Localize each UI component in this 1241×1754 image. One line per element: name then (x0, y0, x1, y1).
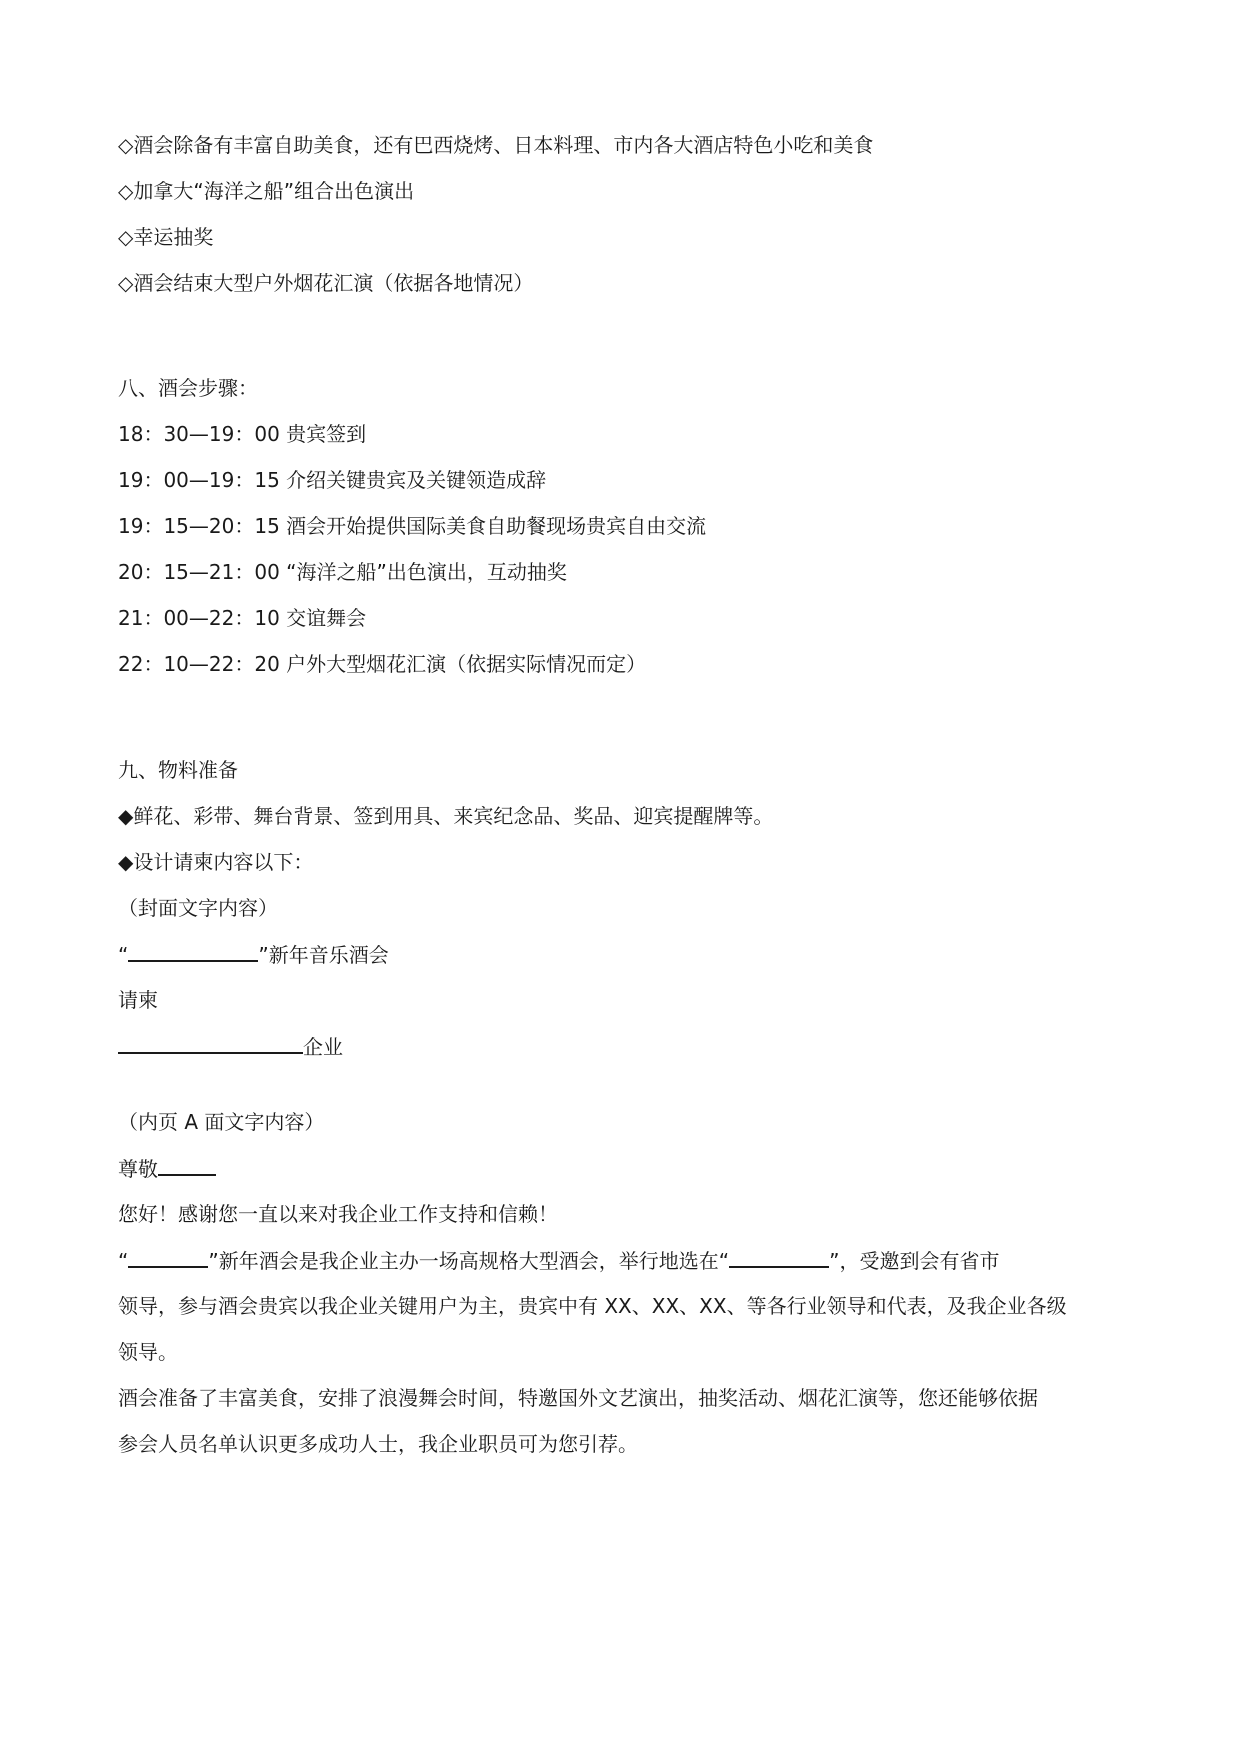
invitation-heading: 请柬 (118, 988, 158, 1012)
guest-name-blank (158, 1154, 216, 1176)
inner-page-label: （内页 A 面文字内容） (118, 1110, 325, 1134)
respect-word: 尊敬 (118, 1157, 158, 1181)
schedule-item: 19：15—20：15 酒会开始提供国际美食自助餐现场贵宾自由交流 (118, 514, 707, 538)
schedule-item: 22：10—22：20 户外大型烟花汇演（依据实际情况而定） (118, 652, 647, 676)
company-line (118, 1032, 343, 1061)
section9-title: 九、物料准备 (118, 758, 238, 782)
company-suffix: 企业 (303, 1035, 343, 1059)
invitation-design-bullet: ◆设计请柬内容以下： (118, 850, 314, 874)
para1-end-text: ”，受邀到会有省市 (829, 1249, 1000, 1273)
para1-mid-text: ”新年酒会是我企业主办一场高规格大型酒会，举行地选在“ (208, 1249, 730, 1273)
highlight-buffet: ◇酒会除备有丰富自助美食，还有巴西烧烤、日本料理、市内各大酒店特色小吃和美食 (118, 133, 874, 157)
salutation-line (118, 1154, 216, 1183)
highlight-performance: ◇加拿大“海洋之船”组合出色演出 (118, 179, 415, 203)
highlight-fireworks: ◇酒会结束大型户外烟花汇演（依据各地情况） (118, 271, 534, 295)
cover-title-suffix: ”新年音乐酒会 (258, 943, 389, 967)
schedule-item: 20：15—21：00 “海洋之船”出色演出，互动抽奖 (118, 560, 567, 584)
event-name-blank (128, 940, 258, 962)
venue-blank (729, 1246, 829, 1268)
event-blank (128, 1246, 208, 1268)
paragraph2-line2: 参会人员名单认识更多成功人士，我企业职员可为您引荐。 (118, 1432, 638, 1456)
paragraph1-line3: 领导。 (118, 1340, 178, 1364)
paragraph1-line2: 领导，参与酒会贵宾以我企业关键用户为主，贵宾中有 XX、XX、XX、等各行业领导和代表，及我企业各级 (118, 1294, 1067, 1318)
greeting-line: 您好！感谢您一直以来对我企业工作支持和信赖！ (118, 1202, 558, 1226)
company-name-blank (118, 1032, 303, 1054)
cover-title-line (118, 940, 389, 969)
open-quote: “ (118, 1249, 129, 1273)
schedule-item: 19：00—19：15 介绍关键贵宾及关键领造成辞 (118, 468, 547, 492)
open-quote: “ (118, 943, 129, 967)
schedule-item: 21：00—22：10 交谊舞会 (118, 606, 367, 630)
section8-title: 八、酒会步骤： (118, 376, 258, 400)
schedule-item: 18：30—19：00 贵宾签到 (118, 422, 367, 446)
highlight-lottery: ◇幸运抽奖 (118, 225, 214, 249)
cover-text-label: （封面文字内容） (118, 896, 278, 920)
paragraph1-line1 (118, 1246, 999, 1275)
paragraph2-line1: 酒会准备了丰富美食，安排了浪漫舞会时间，特邀国外文艺演出，抽奖活动、烟花汇演等，您还能够依据 (118, 1386, 1038, 1410)
materials-bullet: ◆鲜花、彩带、舞台背景、签到用具、来宾纪念品、奖品、迎宾提醒牌等。 (118, 804, 774, 828)
